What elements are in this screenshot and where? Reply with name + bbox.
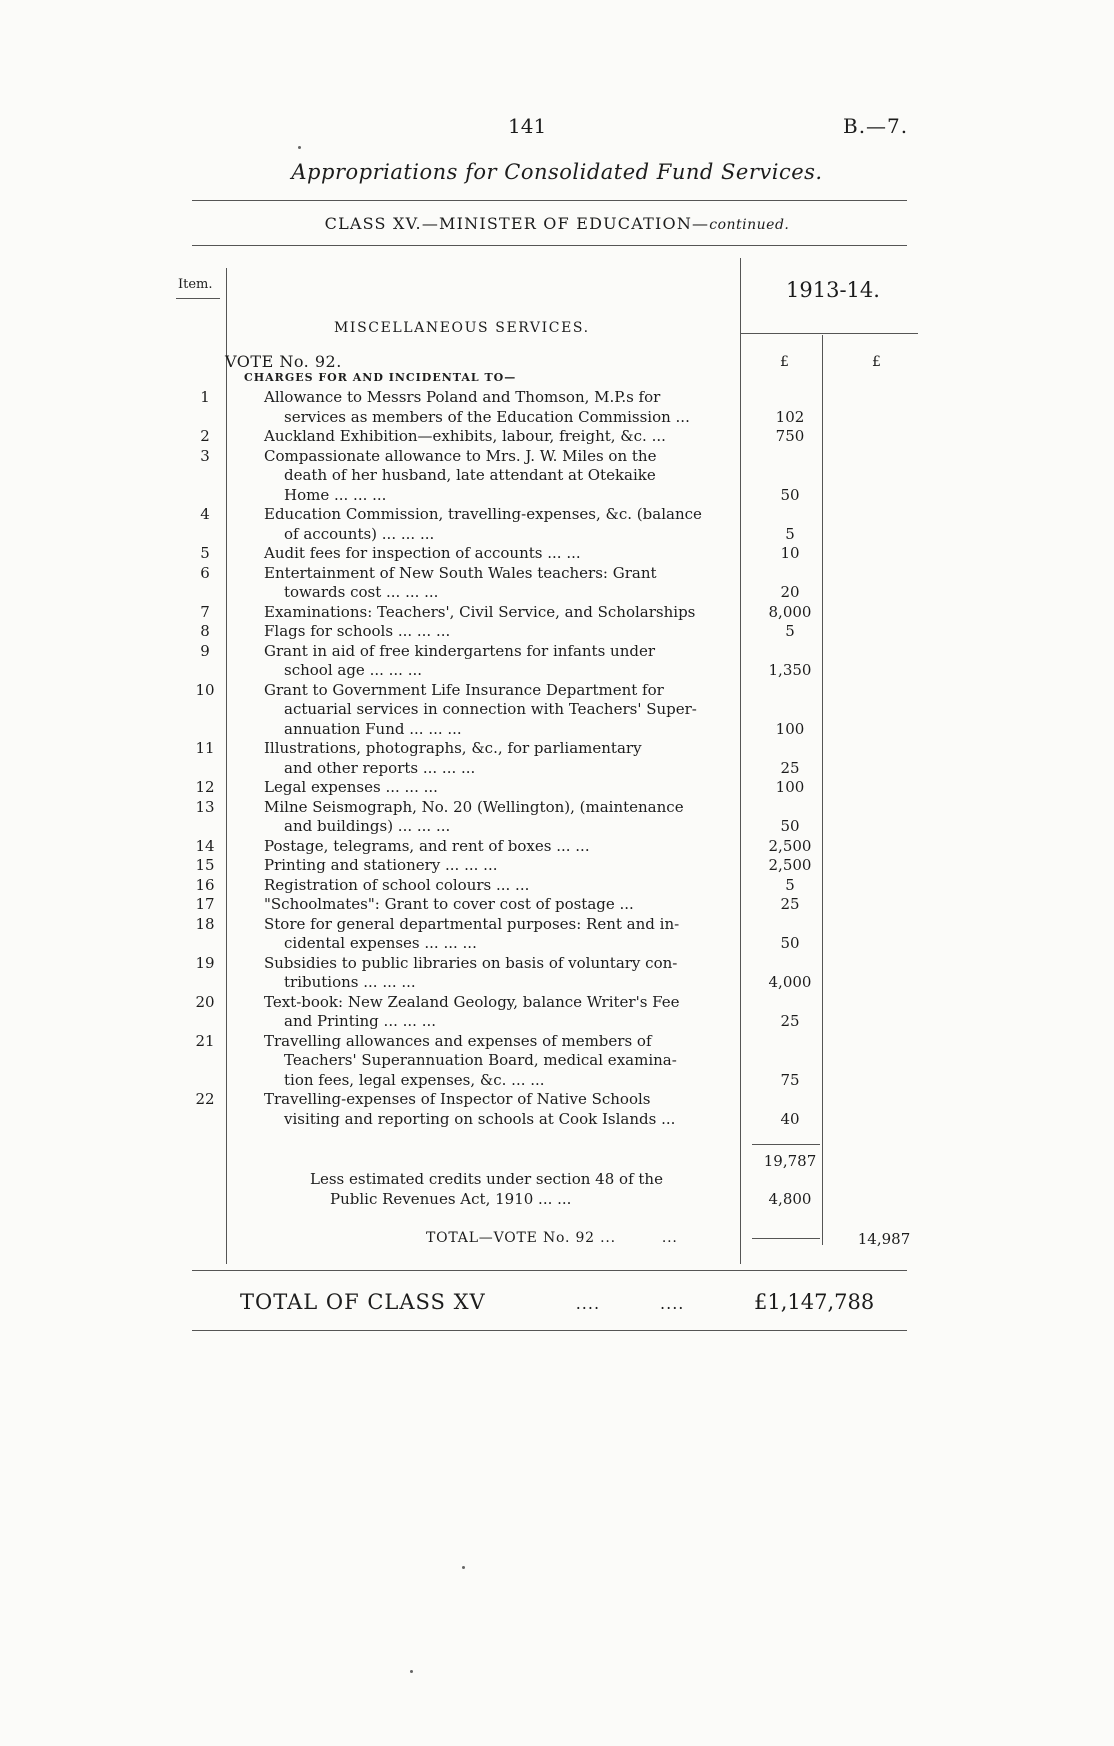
grand-total-amount: £1,147,788: [754, 1290, 875, 1314]
item-line: Postage, telegrams, and rent of boxes ... ...: [264, 836, 590, 855]
item-line: and buildings) ... ... ...: [284, 817, 451, 835]
currency-symbol-items: £: [780, 354, 789, 370]
item-number: 2: [200, 427, 210, 445]
table-row: [0, 622, 1114, 642]
item-number: 15: [195, 856, 215, 874]
item-amount: 100: [775, 719, 805, 738]
item-amount: 2,500: [768, 836, 812, 855]
table-row: [0, 876, 1114, 896]
rule: [192, 245, 907, 246]
item-amount: 40: [780, 1109, 800, 1128]
less-credits-line: Less estimated credits under section 48 of the: [310, 1170, 663, 1188]
total-vote-label: [426, 1230, 678, 1246]
item-description: [264, 1032, 738, 1091]
item-amount: 2,500: [768, 856, 812, 874]
item-line: Grant to Government Life Insurance Department for: [264, 680, 664, 699]
table-row: [0, 1032, 1114, 1091]
item-number: 20: [195, 992, 215, 1011]
subtotal-amount: 19,787: [763, 1152, 817, 1170]
item-line: Printing and stationery ... ... ...: [264, 856, 498, 874]
item-line: Education Commission, travelling-expenses, &c. (balance: [264, 505, 702, 523]
table-row: [0, 856, 1114, 876]
rule: [192, 1330, 907, 1331]
table-row: [0, 642, 1114, 681]
subtotal-rule: [752, 1144, 820, 1145]
table-row: [0, 993, 1114, 1032]
item-description: [264, 778, 738, 798]
table-row: [0, 447, 1114, 506]
item-number: 17: [195, 895, 215, 913]
item-line: Text-book: New Zealand Geology, balance Writer's Fee: [264, 992, 680, 1011]
item-line: towards cost ... ... ...: [284, 583, 439, 601]
class-heading: [0, 214, 1114, 233]
item-line: school age ... ... ...: [284, 661, 423, 679]
item-number: 9: [200, 641, 210, 660]
item-line: and other reports ... ... ...: [284, 758, 476, 777]
item-description: [264, 564, 738, 603]
item-column-header: Item.: [178, 277, 213, 292]
item-description: [264, 798, 738, 837]
item-number: 5: [200, 544, 210, 562]
table-row: [0, 915, 1114, 954]
item-number: 11: [195, 739, 215, 757]
item-amount: 5: [785, 524, 795, 543]
item-description: [264, 739, 738, 778]
item-line: death of her husband, late attendant at Otekaike: [284, 466, 656, 484]
table-row: [0, 505, 1114, 544]
table-row: [0, 778, 1114, 798]
item-description: [264, 856, 738, 876]
item-line: Travelling-expenses of Inspector of Native Schools: [264, 1090, 651, 1108]
table-row: [0, 1090, 1114, 1129]
item-number: 10: [195, 680, 215, 699]
item-number: 6: [200, 563, 210, 582]
item-line: cidental expenses ... ... ...: [284, 934, 477, 952]
ink-speck: [462, 1566, 465, 1569]
item-line: Milne Seismograph, No. 20 (Wellington), (maintenance: [264, 797, 684, 816]
item-number: 7: [200, 602, 210, 621]
total-class-dots: ....: [575, 1294, 601, 1313]
item-amount: 50: [780, 485, 800, 504]
item-number: 3: [200, 446, 210, 465]
item-line: tion fees, legal expenses, &c. ... ...: [284, 1070, 545, 1089]
item-line: of accounts) ... ... ...: [284, 524, 435, 543]
item-description: [264, 993, 738, 1032]
item-line: Entertainment of New South Wales teachers: Grant: [264, 563, 657, 582]
table-row: [0, 603, 1114, 623]
item-amount: 5: [785, 622, 795, 640]
item-amount: 100: [775, 778, 805, 796]
item-amount: 25: [780, 1012, 800, 1030]
class-heading-continued: continued.: [709, 217, 790, 233]
item-line: Legal expenses ... ... ...: [264, 778, 438, 796]
item-description: [264, 895, 738, 915]
total-vote-amount: 14,987: [857, 1230, 911, 1248]
item-line: Illustrations, photographs, &c., for parliamentary: [264, 739, 642, 757]
item-amount: 25: [780, 895, 800, 913]
section-title: MISCELLANEOUS SERVICES.: [334, 320, 590, 336]
year-column-header: 1913-14.: [786, 278, 880, 302]
table-row: [0, 837, 1114, 857]
total-class-label: [240, 1290, 684, 1314]
item-amount: 102: [775, 407, 805, 426]
item-line: Examinations: Teachers', Civil Service, and Scholarships: [264, 602, 696, 621]
ink-speck: [298, 146, 301, 149]
less-credits-amount: 4,800: [768, 1190, 812, 1208]
item-description: [264, 915, 738, 954]
item-line: Allowance to Messrs Poland and Thomson, M.P.s for: [264, 388, 661, 406]
total-class-dots: ....: [660, 1294, 685, 1313]
table-row: [0, 388, 1114, 427]
item-number: 22: [195, 1090, 215, 1108]
item-description: [264, 388, 738, 427]
item-description: [264, 954, 738, 993]
total-vote-text: TOTAL—VOTE No. 92 ...: [426, 1230, 616, 1246]
total-vote-dots: ...: [661, 1230, 678, 1246]
item-line: Auckland Exhibition—exhibits, labour, freight, &c. ...: [264, 427, 666, 445]
item-line: and Printing ... ... ...: [284, 1012, 436, 1030]
item-amount: 75: [780, 1070, 800, 1089]
table-row: [0, 427, 1114, 447]
item-line: Registration of school colours ... ...: [264, 875, 530, 894]
table-row: [0, 895, 1114, 915]
charges-heading: CHARGES FOR AND INCIDENTAL TO—: [244, 371, 517, 384]
class-heading-text: CLASS XV.—MINISTER OF EDUCATION—: [324, 214, 710, 233]
item-number: 4: [200, 505, 210, 523]
item-line: Teachers' Superannuation Board, medical examina-: [284, 1051, 677, 1069]
item-line: Store for general departmental purposes: Rent and in-: [264, 914, 680, 933]
item-description: [264, 427, 738, 447]
table-row: [0, 544, 1114, 564]
item-line: Travelling allowances and expenses of members of: [264, 1031, 652, 1050]
vote-label: VOTE No. 92.: [225, 352, 342, 371]
item-line: Audit fees for inspection of accounts ... ...: [264, 544, 581, 562]
item-amount: 5: [785, 875, 795, 894]
item-underline: [176, 298, 220, 299]
total-rule: [752, 1238, 820, 1239]
table-row: [0, 798, 1114, 837]
item-line: visiting and reporting on schools at Cook Islands ...: [284, 1109, 676, 1128]
less-credits-line: Public Revenues Act, 1910 ... ...: [330, 1189, 572, 1208]
item-line: Home ... ... ...: [284, 485, 387, 504]
item-description: [264, 544, 738, 564]
item-description: [264, 681, 738, 740]
total-class-text: TOTAL OF CLASS XV: [240, 1290, 486, 1314]
item-line: services as members of the Education Commission ...: [284, 407, 690, 426]
item-amount: 750: [775, 427, 805, 445]
item-description: [264, 622, 738, 642]
item-line: Flags for schools ... ... ...: [264, 622, 451, 640]
item-line: "Schoolmates": Grant to cover cost of postage ...: [264, 895, 634, 913]
rule: [192, 200, 907, 201]
item-number: 13: [195, 797, 215, 816]
ink-speck: [410, 1670, 413, 1673]
rule: [192, 1270, 907, 1271]
item-amount: 10: [780, 544, 800, 562]
item-description: [264, 876, 738, 896]
item-description: [264, 505, 738, 544]
page-number: 141: [508, 114, 547, 138]
item-number: 12: [195, 778, 215, 796]
item-number: 18: [195, 914, 215, 933]
year-rule: [740, 333, 918, 334]
currency-symbol-total: £: [872, 354, 881, 370]
item-description: [264, 1090, 738, 1129]
item-amount: 8,000: [768, 602, 812, 621]
item-line: actuarial services in connection with Teachers' Super-: [284, 700, 697, 718]
item-amount: 1,350: [768, 661, 812, 679]
item-description: [264, 642, 738, 681]
item-line: Compassionate allowance to Mrs. J. W. Miles on the: [264, 446, 657, 465]
table-row: [0, 681, 1114, 740]
table-row: [0, 954, 1114, 993]
item-number: 1: [200, 388, 210, 406]
item-amount: 25: [780, 758, 800, 777]
item-number: 16: [195, 875, 215, 894]
item-number: 8: [200, 622, 210, 640]
less-credits-text: [310, 1170, 740, 1209]
item-description: [264, 603, 738, 623]
item-number: 19: [195, 953, 215, 972]
item-line: Subsidies to public libraries on basis of voluntary con-: [264, 953, 678, 972]
item-description: [264, 837, 738, 857]
items-list: [0, 388, 1114, 1129]
item-line: Grant in aid of free kindergartens for infants under: [264, 641, 656, 660]
page-title: Appropriations for Consolidated Fund Services.: [291, 160, 823, 184]
item-line: annuation Fund ... ... ...: [284, 719, 462, 738]
page-reference: B.—7.: [843, 114, 909, 138]
item-amount: 50: [780, 934, 800, 952]
item-number: 14: [195, 836, 215, 855]
table-row: [0, 564, 1114, 603]
item-number: 21: [195, 1031, 215, 1050]
item-amount: 50: [780, 817, 800, 835]
item-line: tributions ... ... ...: [284, 973, 416, 991]
table-row: [0, 739, 1114, 778]
item-description: [264, 447, 738, 506]
item-amount: 20: [780, 583, 800, 601]
item-amount: 4,000: [768, 973, 812, 991]
